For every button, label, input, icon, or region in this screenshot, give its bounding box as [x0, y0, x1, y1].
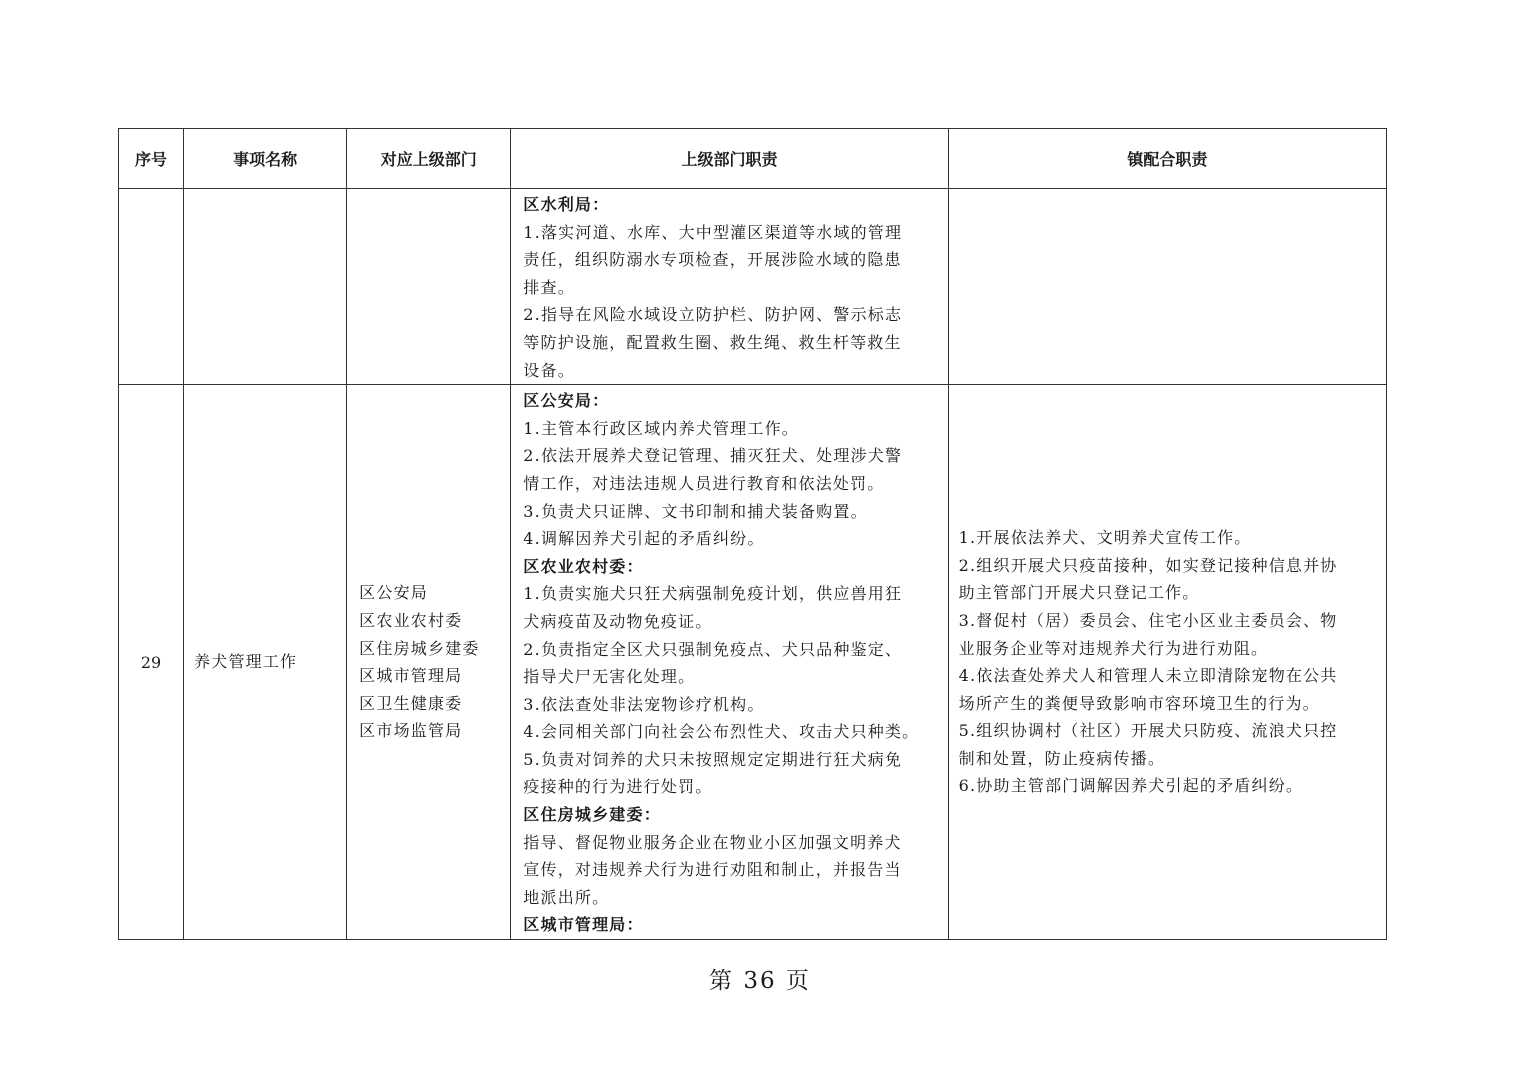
duty-line: 情工作，对违法违规人员进行教育和依法处罚。: [523, 473, 885, 493]
cell-seq: [119, 385, 184, 940]
duty-line: 疫接种的行为进行处罚。: [523, 777, 713, 797]
cell-town-duties: [948, 189, 1386, 385]
section-title: 区城市管理局：: [523, 915, 644, 935]
duty-line: 1.负责实施犬只狂犬病强制免疫计划，供应兽用狂: [523, 584, 903, 604]
duty-line: 3.督促村（居）委员会、住宅小区业主委员会、物: [958, 610, 1338, 630]
duty-line: 1.开展依法养犬、文明养犬宣传工作。: [958, 528, 1252, 548]
header-town-duties: 镇配合职责: [948, 129, 1386, 189]
duty-line: 业服务企业等对违规养犬行为进行劝阻。: [958, 638, 1269, 658]
duty-line: 2.组织开展犬只疫苗接种，如实登记接种信息并协: [958, 555, 1338, 575]
section-title: 区住房城乡建委：: [523, 805, 661, 825]
page-number: 第 36 页: [709, 968, 811, 994]
duty-line: 2.负责指定全区犬只强制免疫点、犬只品种鉴定、: [523, 639, 903, 659]
duty-line: 4.会同相关部门向社会公布烈性犬、攻击犬只种类。: [523, 722, 920, 742]
dept-name: 区公安局: [359, 583, 428, 603]
cell-item-name: [184, 189, 347, 385]
duty-line: 4.依法查处养犬人和管理人未立即清除宠物在公共: [958, 666, 1338, 686]
duty-line: 场所产生的粪便导致影响市容环境卫生的行为。: [958, 693, 1320, 713]
duty-line: 制和处置，防止疫病传播。: [958, 748, 1166, 768]
dept-name: 区城市管理局: [359, 666, 463, 686]
dept-name: 区市场监管局: [359, 721, 463, 741]
section-title: 区水利局：: [523, 195, 610, 214]
cell-upper-dept: [347, 385, 511, 940]
duty-line: 2.依法开展养犬登记管理、捕灭狂犬、处理涉犬警: [523, 446, 903, 466]
duty-line: 1.主管本行政区域内养犬管理工作。: [523, 418, 799, 438]
duty-line: 2.指导在风险水域设立防护栏、防护网、警示标志: [523, 305, 903, 325]
dept-name: 区住房城乡建委: [359, 638, 480, 658]
header-item-name: 事项名称: [184, 129, 347, 189]
dept-name: 区农业农村委: [359, 610, 463, 630]
duty-line: 责任，组织防溺水专项检查，开展涉险水域的隐患: [523, 250, 902, 270]
table-header-row: [119, 129, 1387, 189]
cell-upper-dept: [347, 189, 511, 385]
duty-line: 5.组织协调村（社区）开展犬只防疫、流浪犬只控: [958, 721, 1338, 741]
duty-line: 设备。: [523, 360, 575, 380]
duty-line: 等防护设施，配置救生圈、救生绳、救生杆等救生: [523, 332, 902, 352]
duty-line: 犬病疫苗及动物免疫证。: [523, 611, 713, 631]
cell-upper-duties: [511, 189, 948, 385]
section-title: 区农业农村委：: [523, 556, 644, 576]
seq-number: 29: [140, 652, 162, 672]
cell-town-duties: [948, 385, 1386, 940]
responsibility-table: [118, 128, 1387, 940]
duty-line: 指导犬尸无害化处理。: [523, 667, 696, 687]
duty-line: 3.依法查处非法宠物诊疗机构。: [523, 694, 765, 714]
section-title: 区公安局：: [523, 391, 610, 411]
duty-line: 3.负责犬只证牌、文书印制和捕犬装备购置。: [523, 501, 868, 521]
cell-seq: [119, 189, 184, 385]
header-upper-duties: 上级部门职责: [511, 129, 948, 189]
duty-line: 6.协助主管部门调解因养犬引起的矛盾纠纷。: [958, 776, 1304, 796]
duty-line: 宣传，对违规养犬行为进行劝阻和制止，并报告当: [523, 860, 902, 880]
table-row: [119, 385, 1387, 940]
duty-line: 排查。: [523, 277, 575, 297]
duty-line: 助主管部门开展犬只登记工作。: [958, 583, 1200, 603]
duty-line: 4.调解因养犬引起的矛盾纠纷。: [523, 529, 765, 549]
table-row: [119, 189, 1387, 385]
duty-line: 1.落实河道、水库、大中型灌区渠道等水域的管理: [523, 222, 903, 242]
duty-line: 地派出所。: [523, 887, 610, 907]
duty-line: 指导、督促物业服务企业在物业小区加强文明养犬: [523, 832, 902, 852]
cell-upper-duties: [511, 385, 948, 940]
duty-line: 5.负责对饲养的犬只未按照规定定期进行狂犬病免: [523, 749, 903, 769]
header-upper-dept: 对应上级部门: [347, 129, 511, 189]
header-seq: 序号: [119, 129, 184, 189]
dept-name: 区卫生健康委: [359, 693, 463, 713]
item-name: 养犬管理工作: [194, 652, 298, 672]
cell-item-name: [184, 385, 347, 940]
